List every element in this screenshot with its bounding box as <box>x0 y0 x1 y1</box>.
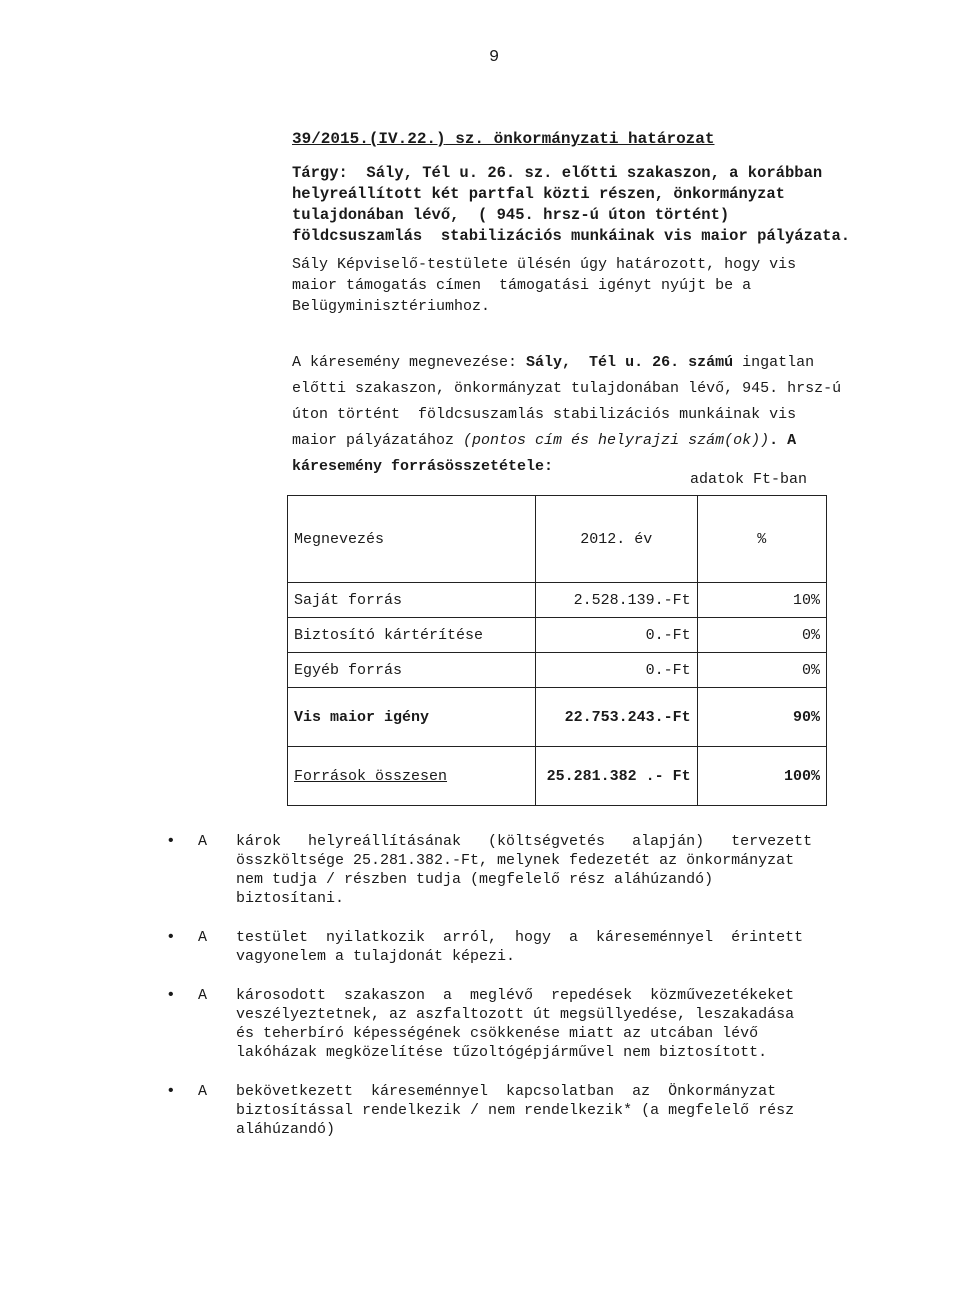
row-percent: 100% <box>697 747 826 806</box>
table-row <box>288 688 827 747</box>
table-row <box>288 747 827 806</box>
bullet-icon: • <box>166 986 176 1004</box>
header-name: Megnevezés <box>288 496 536 583</box>
row-amount: 0.-Ft <box>535 653 697 688</box>
resolution-title <box>292 130 714 148</box>
bullet-text: károk helyreállításának (költségvetés alapján) tervezett összköltsége 25.281.382.-Ft, melynek fedezetét az önkormányzat nem tudja / részben tudja (megfelelő rész aláhúzandó) biztosítani. <box>236 833 813 907</box>
row-label: Vis maior igény <box>288 688 536 747</box>
bullet-text: testület nyilatkozik arról, hogy a káreseménnyel érintett vagyonelem a tulajdonát képezi. <box>236 929 804 965</box>
bullet-icon: • <box>166 832 176 850</box>
claim-line2: előtti szakaszon, önkormányzat tulajdonában lévő, 945. hrsz-ú <box>292 380 842 397</box>
row-percent: 90% <box>697 688 826 747</box>
row-percent: 10% <box>697 583 826 618</box>
header-year: 2012. év <box>535 496 697 583</box>
bullet-text: bekövetkezett káreseménnyel kapcsolatban az Önkormányzat biztosítással rendelkezik / nem rendelkezik* (a megfelelő rész aláhúzandó) <box>236 1083 795 1138</box>
list-item <box>166 1082 856 1139</box>
bullet-lead: A <box>198 929 208 946</box>
claim-line5: káresemény forrásösszetétele: <box>292 458 554 475</box>
row-label: Források összesen <box>288 747 536 806</box>
claim-paragraph <box>292 324 841 480</box>
bullet-icon: • <box>166 928 176 946</box>
resolution-label: sz. önkormányzati határozat <box>445 130 715 148</box>
claim-line3: úton történt földcsuszamlás stabilizációs munkáinak vis <box>292 406 797 423</box>
bullet-lead: A <box>198 833 208 850</box>
list-item <box>166 986 856 1062</box>
page-number: 9 <box>489 48 500 67</box>
row-amount: 22.753.243.-Ft <box>535 688 697 747</box>
funding-table <box>287 495 827 806</box>
bullet-icon: • <box>166 1082 176 1100</box>
table-row <box>288 618 827 653</box>
row-amount: 0.-Ft <box>535 618 697 653</box>
claim-lead: A káresemény megnevezése: <box>292 354 527 371</box>
table-row <box>288 653 827 688</box>
decision-paragraph: Sály Képviselő-testülete ülésén úgy határozott, hogy vis maior támogatás címen támogatási igényt nyújt be a Belügyminisztériumhoz. <box>292 256 797 315</box>
claim-name: Sály, Tél u. 26. számú <box>526 354 734 371</box>
bullet-text: károsodott szakaszon a meglévő repedések közművezetékeket veszélyeztetnek, az aszfaltozott út megsüllyedése, leszakadása és teherbíró képességének csökkenése miatt az utcában lévő lakóházak megközelítése tűzoltógépjárművel nem biztosított. <box>236 987 795 1061</box>
row-label: Biztosító kártérítése <box>288 618 536 653</box>
claim-line4c: . A <box>769 432 797 449</box>
row-label: Egyéb forrás <box>288 653 536 688</box>
bullet-lead: A <box>198 1083 208 1100</box>
header-percent: % <box>697 496 826 583</box>
claim-line1-rest: ingatlan <box>733 354 815 371</box>
list-item <box>166 832 856 908</box>
row-label: Saját forrás <box>288 583 536 618</box>
list-item <box>166 928 856 966</box>
row-percent: 0% <box>697 618 826 653</box>
subject-block: Tárgy: Sály, Tél u. 26. sz. előtti szakaszon, a korábban helyreállított két partfal közti részen, önkormányzat tulajdonában lévő, ( 945. hrsz-ú úton történt) földcsuszamlás stabilizációs munkáinak vis maior pályázata. <box>292 164 851 245</box>
table-row <box>288 583 827 618</box>
row-amount: 25.281.382 .- Ft <box>535 747 697 806</box>
row-amount: 2.528.139.-Ft <box>535 583 697 618</box>
resolution-number: 39/2015.(IV.22.) <box>292 130 446 148</box>
claim-line4a: maior pályázatához <box>292 432 464 449</box>
table-header-row <box>288 496 827 583</box>
bullet-lead: A <box>198 987 208 1004</box>
unit-note: adatok Ft-ban <box>690 471 808 488</box>
bullet-list <box>166 832 856 1159</box>
claim-line4b: (pontos cím és helyrajzi szám(ok)) <box>463 432 770 449</box>
row-percent: 0% <box>697 653 826 688</box>
